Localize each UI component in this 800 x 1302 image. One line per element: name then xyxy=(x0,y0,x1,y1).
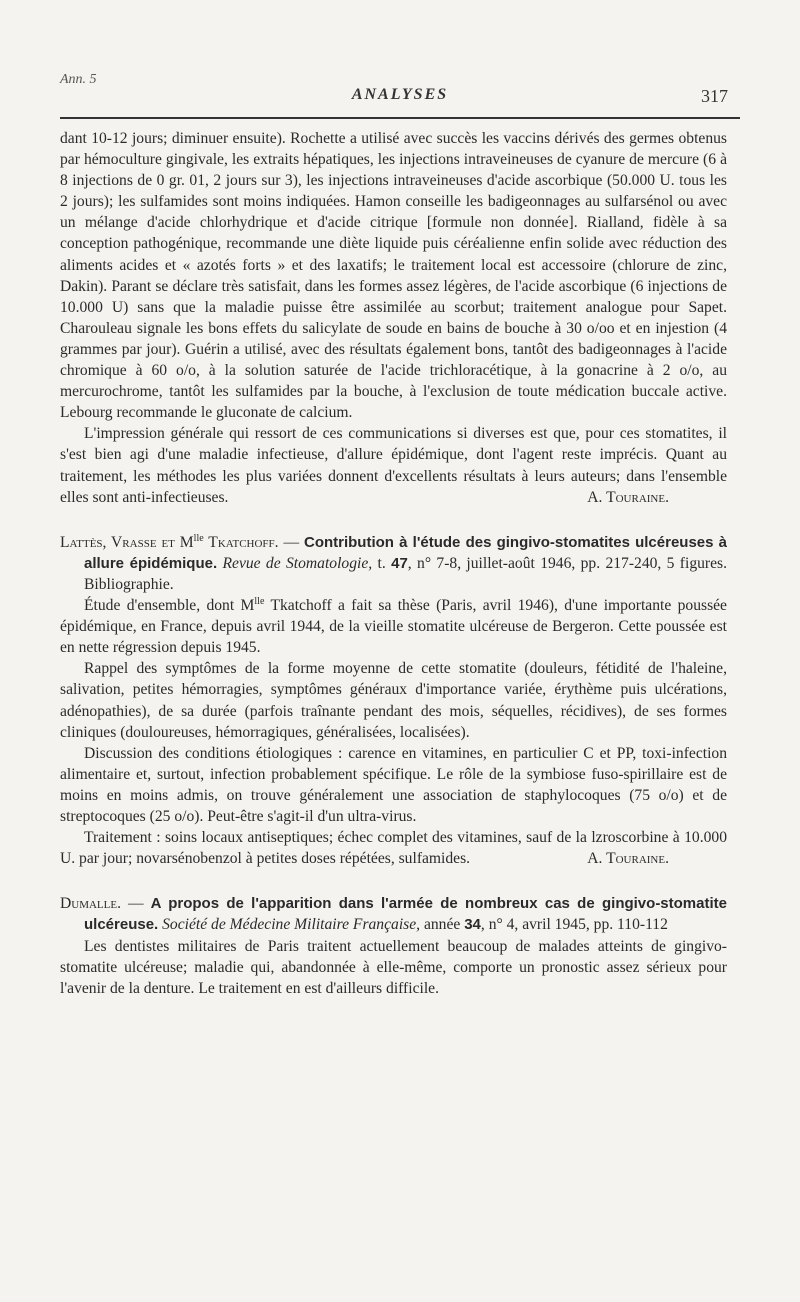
entry-author: Dumalle. xyxy=(60,895,121,913)
entry-reference xyxy=(60,532,727,595)
entry-vol-prefix: t. xyxy=(372,554,392,572)
paragraph: Discussion des conditions étiologiques : carence en vitamines, en particulier C et PP, toxi-infection alimentaire et, surtout, infection probablement spécifique. Le rôle de la symbiose fuso-spirillaire est de moins en moins admis, on trouve généralement une association de staphylocoques (75 o/o) et de streptocoques (25 o/o). Peut-être s'agit-il d'un ultra-virus. xyxy=(60,744,727,825)
paragraph: Rappel des symptômes de la forme moyenne de cette stomatite (douleurs, fétidité de l'haleine, salivation, petites hémorragies, symptômes généraux d'importance variée, érythème puis ulcérations, adénopathies), de sa durée (parfois traînante pendant des mois, séquelles, récidives), de ses formes cliniques (douloureuses, hémorragiques, généralisées, localisées). xyxy=(60,660,727,741)
paragraph: dant 10-12 jours; diminuer ensuite). Rochette a utilisé avec succès les vaccins dérivés des germes obtenus par hémoculture gingivale, les extraits hépatiques, les injections intraveineuses de cyanure de mercure (6 à 8 injections de 0 gr. 01, 2 jours sur 3), les injections intraveineuses d'acide ascorbique (50.000 U. tous les 2 jours); les sulfamides sont moins indiquées. Hamon conseille les badigeonnages au sulfarsénol ou avec un mélange d'acide chlorhydrique et d'acide citrique [formule non donnée]. Rialland, fidèle à sa conception pathogénique, recommande une diète liquide puis céréalienne enfin solide avec réduction des aliments acides et « azotés forts » et des laxatifs; le traitement local est accessoire (chlorure de zinc, Dakin). Parant se déclare très satisfait, dans les formes assez légères, de l'acide ascorbique (6 injections de 10.000 U) sans que la maladie puisse être assimilée au scorbut; traitement analogue pour Sapet. Charouleau signale les bons effets du salicylate de soude en bains de bouche à 30 o/oo et en injestion (4 grammes par jour). Guérin a utilisé, avec des résultats également bons, tantôt des badigeonnages à l'acide chromique à 60 o/o, à la solution saturée de l'acide trichloracétique, à la gonacrine à 2 o/o, au mercurochrome, tantôt les sulfamides par la bouche, à l'exclusion de toute médication buccale active. Lebourg recommande le gluconate de calcium. xyxy=(60,130,727,422)
paragraph: Les dentistes militaires de Paris traitent actuellement beaucoup de malades atteints de gingivo-stomatite ulcéreuse; maladie qui, abandonnée à elle-même, comporte un pronostic assez sérieux pour l'avenir de la denture. Le traitement en est d'ailleurs difficile. xyxy=(60,937,727,997)
entry-volume: 34 xyxy=(464,916,481,934)
paragraph: L'impression générale qui ressort de ces communications si diverses est que, pour ces stomatites, il s'est bien agi d'une maladie infectieuse, d'allure épidémique, dont l'agent reste imprécis. Quant au traitement, les méthodes les plus variées donnent d'excellents résultats à leurs auteurs; dans l'ensemble elles sont anti-infectieuses. xyxy=(60,425,727,506)
signature: A. Touraine. xyxy=(587,488,669,506)
signature: A. Touraine. xyxy=(587,850,669,868)
running-head-left: Ann. 5 xyxy=(60,72,97,87)
paragraph xyxy=(60,595,727,658)
entry-year-prefix: année xyxy=(420,916,465,934)
review-entry xyxy=(60,532,727,870)
entry-dash: — xyxy=(278,533,304,551)
entry-journal: Revue de Stomatologie, xyxy=(222,554,373,572)
paragraph-text: Étude d'ensemble, dont M xyxy=(84,597,255,615)
entry-reference xyxy=(60,893,727,935)
entry-issue: , n° 4, avril 1945, pp. 110-112 xyxy=(480,916,668,934)
header-rule xyxy=(60,117,740,119)
entry-title: Contribution à l'étude des gingivo-stomatites ulcéreuses à allure épidémique. xyxy=(84,533,728,572)
article-body xyxy=(60,128,727,999)
running-head-title: ANALYSES xyxy=(351,86,449,103)
paragraph: Traitement : soins locaux antiseptiques; échec complet des vitamines, sauf de la lzroscorbine à 10.000 U. par jour; novarsénobenzol à petites doses répétées, sulfamides. xyxy=(60,829,727,868)
superscript: lle xyxy=(254,595,265,607)
entry-authors: Lattès, Vrasse et M xyxy=(60,533,194,551)
entry-journal: Société de Médecine Militaire Française, xyxy=(162,916,421,934)
paragraph-text: Tkatchoff a fait sa thèse (Paris, avril 1946), d'une importante poussée épidémique, en France, depuis avril 1944, de la vieille stomatite ulcéreuse de Bergeron. Cette poussée est en nette régression depuis 1945. xyxy=(60,597,727,657)
entry-issue: , n° 7-8, juillet-août 1946, pp. 217-240, 5 figures. Bibliographie. xyxy=(84,554,727,593)
entry-dash: — xyxy=(121,895,151,913)
page-number: 317 xyxy=(701,86,728,106)
entry-title: A propos de l'apparition dans l'armée de nombreux cas de gingivo-stomatite ulcéreuse. xyxy=(84,895,727,934)
entry-authors-tail: Tkatchoff. xyxy=(203,533,279,551)
entry-volume: 47 xyxy=(391,554,408,572)
authors-superscript: lle xyxy=(193,532,204,544)
review-entry xyxy=(60,893,727,998)
